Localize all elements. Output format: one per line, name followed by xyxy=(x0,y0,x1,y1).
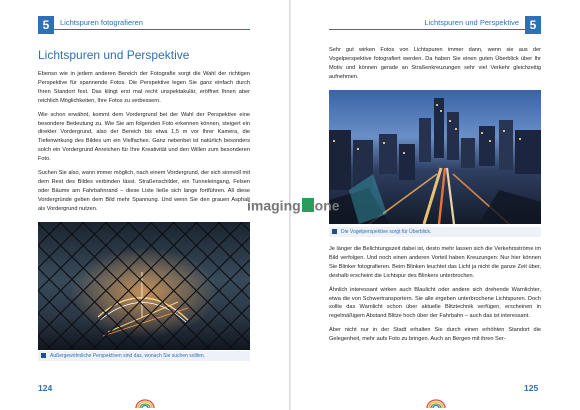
publisher-rainbow-logo xyxy=(134,396,156,406)
chapter-title: Lichtspuren fotografieren xyxy=(60,18,143,27)
caption-text: Außergewöhnliche Perspektiven sind das, wonach Sie suchen sollten. xyxy=(50,353,206,359)
watermark-text-2: one xyxy=(314,197,340,214)
right-image-caption xyxy=(332,228,431,236)
chapter-number-box: 5 xyxy=(525,16,541,34)
paragraph: Ähnlich interessant wirken auch Blaulicht oder andere sich drehende Warnlichter, etwa die von Schwertransportern. Sie alle ergeben unterbrochene Lichtspuren. Doch sollte das Warnlicht schon über aktuelle Blitztechnik verfügen, erscheinen in regelmäßigem Abstand Blitze hoch über der Fahrbahn – auch das ist interessant. xyxy=(329,286,541,320)
watermark-box-icon xyxy=(302,198,314,212)
paragraph: Wie schon erwähnt, kommt dem Vordergrund bei der Wahl der Perspektive eine besondere Bedeutung zu. Wie Sie am folgenden Foto erkennen können, steigert ein direkter Vordergrund, also der Bereich bis etwa 1,5 m vor Ihrer Kamera, die Tiefenwirkung des Bildes um ein Vielfaches. Ganz nebenbei ist natürlich besonders solch ein Vordergrund Anreichen für Ihre Kreativität und den Willen zum besonderen Foto. xyxy=(38,111,250,163)
section-heading: Lichtspuren und Perspektive xyxy=(38,48,190,62)
right-chapter-header xyxy=(329,16,541,30)
fence-night-photo xyxy=(38,222,250,350)
left-chapter-header xyxy=(38,16,250,30)
paragraph: Ebenso wie in jedem anderen Bereich der Fotografie sorgt die Wahl der richtigen Perspektive für spannende Fotos. Die Perspektive legen Sie ganz einfach durch Ihren Standort fest. Das klingt erst mal recht unspektakulär, eröffnet Ihnen aber reichlich Möglichkeiten, Ihre Fotos zu verbessern. xyxy=(38,71,250,104)
right-body-text-top xyxy=(329,46,541,87)
publisher-rainbow-logo xyxy=(425,396,447,406)
watermark-text-1: imaging xyxy=(247,197,301,214)
paragraph: Je länger die Belichtungszeit dabei ist, desto mehr lassen sich die Verkehrsströme im Bild verfolgen. Und noch einen anderen Vorteil haben Kreuzungen: Nur hier können Sie Blinker fotografieren. Beim Blinken leuchtet das Licht ja nicht die ganze Zeit über, deshalb erscheint die Lichtspur des Blinkers unterbrochen. xyxy=(329,246,541,279)
page-number: 125 xyxy=(524,383,539,393)
paragraph: Sehr gut wirken Fotos von Lichtspuren immer dann, wenn sie aus der Vogelperspektive fotografiert werden. Da haben Sie einen guten Überblick über Ihr Motiv und können gerade an Straßenkreuzungen sehr viel Verkehr gleichzeitig aufnehmen. xyxy=(329,47,541,80)
left-image-caption xyxy=(41,352,205,360)
paragraph: Suchen Sie also, wann immer möglich, nach einem Vordergrund, der sich sinnvoll mit dem Rest des Bildes verbinden lässt. Straßenschilder, ein Tunneleingang, Felsen oder Bäume am Fahrbahnrand – diese Liste ließe sich lange fortführen. All diese Vordergründe geben dem Bild mehr Spannung. Und wenn Sie den grauen Asphalt als Vordergrund nutzen. xyxy=(38,170,250,212)
header-rule xyxy=(38,29,250,30)
caption-text: Die Vogelperspektive sorgt für Überblick. xyxy=(341,229,432,235)
caption-marker xyxy=(332,229,337,234)
chapter-number-box: 5 xyxy=(38,16,54,34)
chapter-title: Lichtspuren und Perspektive xyxy=(424,18,519,27)
header-rule xyxy=(329,29,541,30)
left-body-text xyxy=(38,70,250,219)
caption-marker xyxy=(41,353,46,358)
city-night-photo xyxy=(329,90,541,224)
right-body-text-bottom xyxy=(329,245,541,349)
imaging-one-watermark xyxy=(247,196,340,214)
paragraph: Aber nicht nur in der Stadt erhalten Sie durch einen erhöhten Standort die Gelegenheit, mehr aufs Foto zu bringen. Auch an Bergen mit ihren Ser- xyxy=(329,327,541,343)
page-number: 124 xyxy=(38,383,53,393)
left-page xyxy=(0,0,289,410)
